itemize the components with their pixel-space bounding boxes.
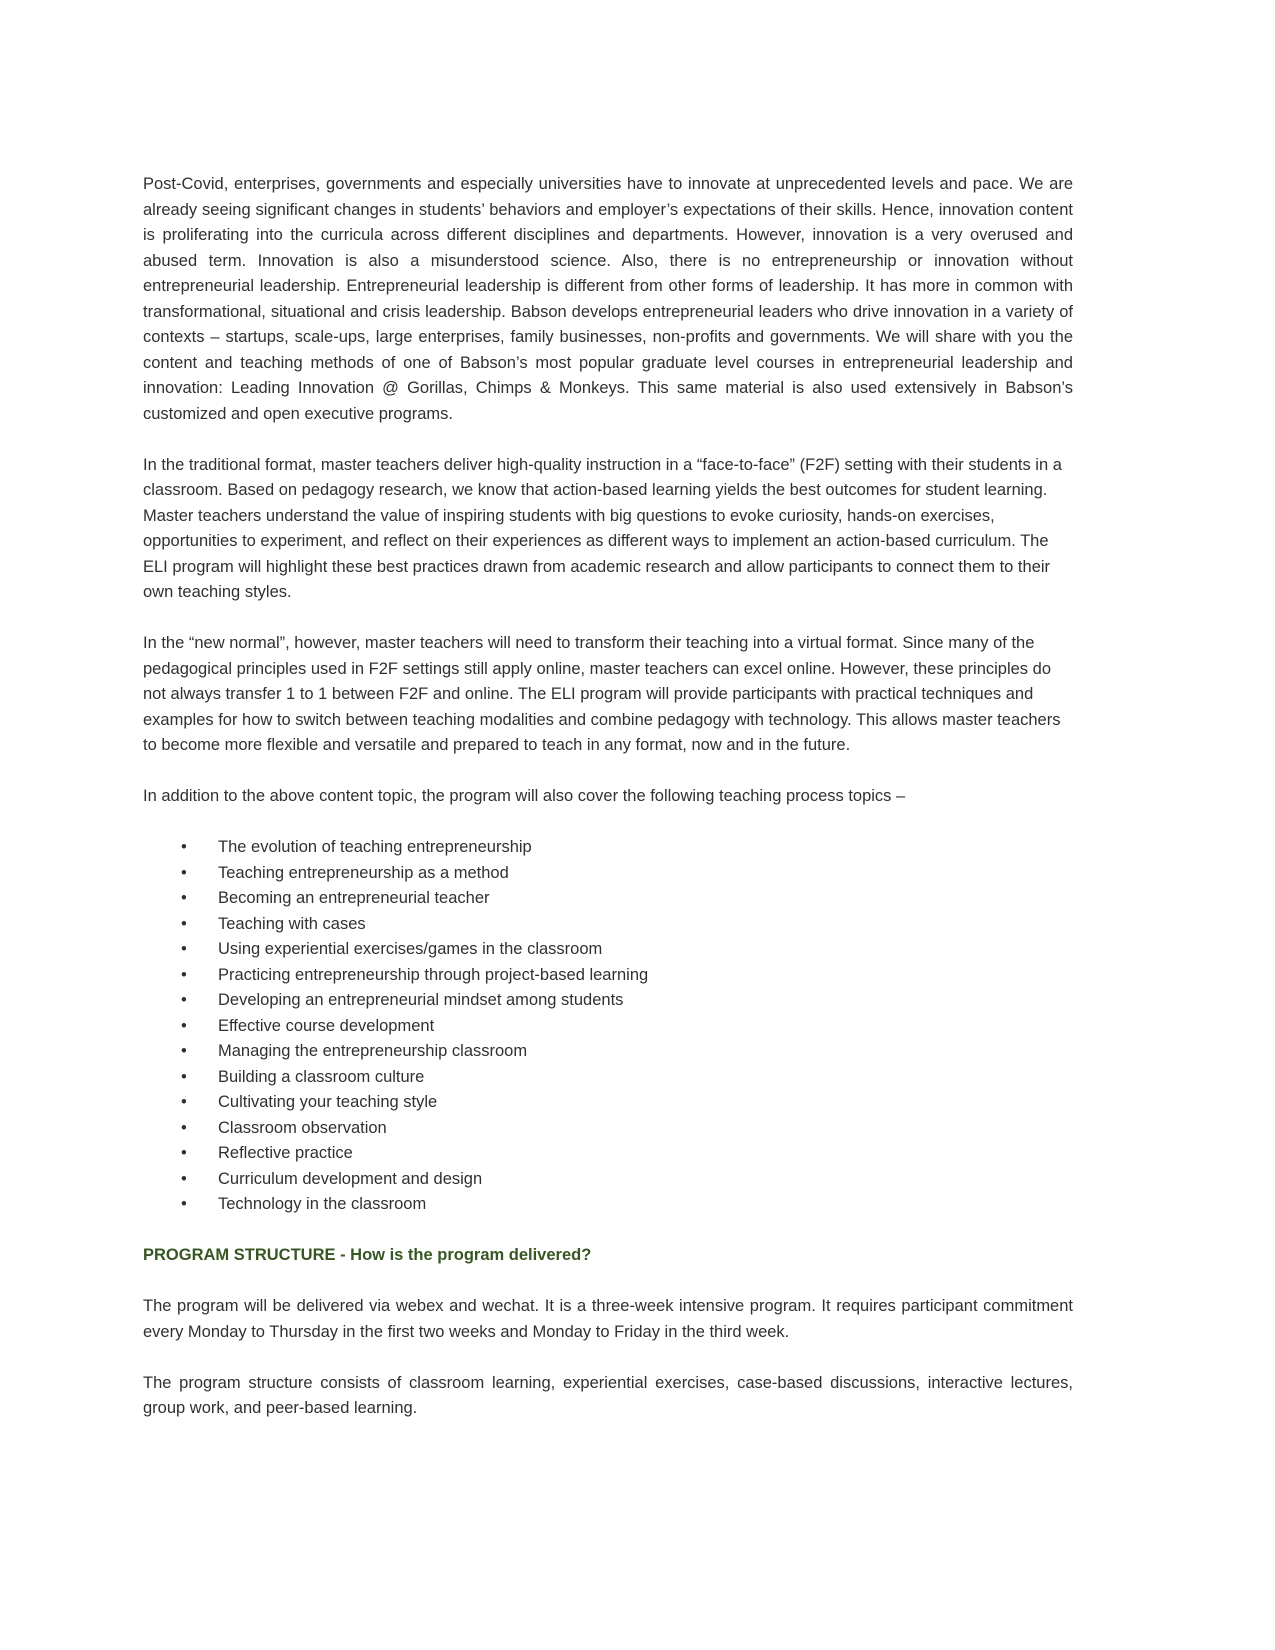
bullet-icon: • (181, 1169, 187, 1188)
list-item (143, 1014, 1073, 1040)
bullet-icon: • (181, 863, 187, 882)
paragraph-topics-intro: In addition to the above content topic, the program will also cover the following teaching process topics – (143, 787, 906, 805)
list-item-text: Using experiential exercises/games in the classroom (218, 940, 603, 958)
list-item (143, 835, 1073, 861)
list-item (143, 1167, 1073, 1193)
list-item (143, 886, 1073, 912)
list-item (143, 861, 1073, 887)
list-item-text: Teaching with cases (218, 914, 366, 933)
bullet-icon: • (181, 1144, 187, 1162)
list-item (143, 1039, 1073, 1065)
list-item-text: Classroom observation (218, 1118, 387, 1137)
list-item (143, 937, 1073, 963)
topics-list (143, 835, 1073, 1218)
list-item-text: Cultivating your teaching style (218, 1093, 438, 1111)
list-item (143, 988, 1073, 1014)
list-item (143, 1141, 1073, 1167)
list-item-text: Technology in the classroom (218, 1195, 427, 1213)
bullet-icon: • (181, 1118, 187, 1137)
paragraph-intro: Post-Covid, enterprises, governments and especially universities have to innovate at unprecedented levels and pace. We are already seeing significant changes in students’ behaviors and employer’s expectations of their skills. Hence, innovation content is proliferating into the curricula across different disciplines and departments. However, innovation is a very overused and abused term. Innovation is also a misunderstood science. Also, there is no entrepreneurship or innovation without entrepreneurial leadership. Entrepreneurial leadership is different from other forms of leadership. It has more in common with transformational, situational and crisis leadership. Babson develops entrepreneurial leaders who drive innovation in a variety of contexts – startups, scale-ups, large enterprises, family businesses, non-profits and governments. We will share with you the content and teaching methods of one of Babson’s most popular graduate level courses in entrepreneurial leadership and innovation: Leading Innovation @ Gorillas, Chimps & Monkeys. This same material is also used extensively in Babson’s customized and open executive programs. (143, 175, 1073, 423)
list-item-text: Teaching entrepreneurship as a method (218, 863, 509, 882)
paragraph-new-normal: In the “new normal”, however, master teachers will need to transform their teaching into a virtual format. Since many of the pedagogical principles used in F2F settings still apply online, master teachers can excel online. However, these principles do not always transfer 1 to 1 between F2F and online. The ELI program will provide participants with practical techniques and examples for how to switch between teaching modalities and combine pedagogy with technology. This allows master teachers to become more flexible and versatile and prepared to teach in any format, now and in the future. (143, 634, 1061, 754)
list-item-text: Developing an entrepreneurial mindset among students (218, 991, 624, 1009)
list-item (143, 912, 1073, 938)
list-item-text: The evolution of teaching entrepreneurship (218, 838, 532, 856)
list-item (143, 963, 1073, 989)
list-item-text: Managing the entrepreneurship classroom (218, 1042, 528, 1060)
paragraph-traditional-format: In the traditional format, master teachers deliver high-quality instruction in a “face-to-face” (F2F) setting with their students in a classroom. Based on pedagogy research, we know that action-based learning yields the best outcomes for student learning. Master teachers understand the value of inspiring students with big questions to evoke curiosity, hands-on exercises, opportunities to experiment, and reflect on their experiences as different ways to implement an action-based curriculum. The ELI program will highlight these best practices drawn from academic research and allow participants to connect them to their own teaching styles. (143, 455, 1062, 601)
bullet-icon: • (181, 965, 187, 984)
bullet-icon: • (181, 914, 187, 933)
bullet-icon: • (181, 1093, 187, 1111)
list-item-text: Becoming an entrepreneurial teacher (218, 889, 490, 907)
list-item (143, 1065, 1073, 1091)
program-structure-heading: PROGRAM STRUCTURE - How is the program delivered? (143, 1246, 592, 1264)
bullet-icon: • (181, 838, 187, 856)
list-item (143, 1090, 1073, 1116)
list-item-text: Practicing entrepreneurship through project-based learning (218, 965, 649, 984)
list-item-text: Reflective practice (218, 1144, 353, 1162)
bullet-icon: • (181, 940, 187, 958)
list-item-text: Effective course development (218, 1016, 435, 1035)
list-item (143, 1192, 1073, 1218)
paragraph-structure: The program structure consists of classroom learning, experiential exercises, case-based discussions, interactive lectures, group work, and peer-based learning. (143, 1373, 1073, 1417)
paragraph-delivery: The program will be delivered via webex and wechat. It is a three-week intensive program. It requires participant commitment every Monday to Thursday in the first two weeks and Monday to Friday in the third week. (143, 1297, 1073, 1341)
bullet-icon: • (181, 1067, 187, 1086)
bullet-icon: • (181, 1042, 187, 1060)
list-item-text: Building a classroom culture (218, 1067, 425, 1086)
list-item (143, 1116, 1073, 1142)
bullet-icon: • (181, 889, 187, 907)
bullet-icon: • (181, 991, 187, 1009)
list-item-text: Curriculum development and design (218, 1169, 483, 1188)
bullet-icon: • (181, 1016, 187, 1035)
bullet-icon: • (181, 1195, 187, 1213)
